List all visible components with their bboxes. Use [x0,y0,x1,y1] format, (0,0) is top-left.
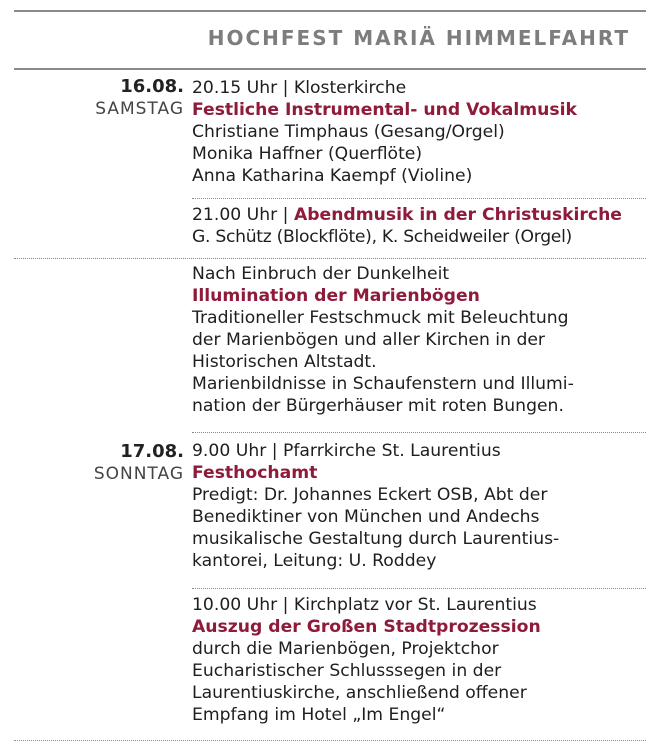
event-detail-line: musikalische Gestaltung durch Laurentius- [192,529,560,549]
bottom-separator [14,740,646,741]
entry-separator [192,432,646,433]
event-detail-line: Anna Katharina Kaempf (Violine) [192,166,473,186]
title-rule [14,68,646,70]
event-time-place: 20.15 Uhr | Klosterkirche [192,78,407,98]
event-detail-line: Marienbildnisse in Schaufenstern und Illumi- [192,374,574,394]
day-label-samstag [14,76,184,120]
event-detail-line: Laurentiuskirche, anschließend offener [192,683,527,703]
event-detail-line: Historischen Altstadt. [192,352,377,372]
event-detail-line: Predigt: Dr. Johannes Eckert OSB, Abt der [192,485,548,505]
event-detail-line: Monika Haffner (Querflöte) [192,144,423,164]
event-abendmusik [192,204,646,248]
event-time-place: Nach Einbruch der Dunkelheit [192,264,450,284]
event-festhochamt [192,440,646,572]
event-detail-line: G. Schütz (Blockflöte), K. Scheidweiler (Orgel) [192,227,572,247]
event-time-place: 21.00 Uhr | [192,205,289,225]
event-title: Illumination der Marienbögen [192,286,480,306]
event-time-place: 9.00 Uhr | Pfarrkirche St. Laurentius [192,441,501,461]
event-time-place: 10.00 Uhr | Kirchplatz vor St. Laurentius [192,595,537,615]
event-title: Festliche Instrumental- und Vokalmusik [192,100,577,120]
event-title: Abendmusik in der Christuskirche [293,205,622,225]
day-label-sonntag [14,441,184,485]
event-detail-line: durch die Marienbögen, Projektchor [192,639,499,659]
event-stadtprozession [192,594,646,726]
day-weekday: SONNTAG [93,464,184,484]
entry-separator [192,588,646,589]
event-klosterkirche [192,77,646,187]
event-detail-line: nation der Bürgerhäuser mit roten Bungen. [192,396,564,416]
entry-separator [192,198,646,199]
event-detail-line: der Marienbögen und aller Kirchen in der [192,330,545,350]
top-rule [14,10,646,12]
event-title: Festhochamt [192,463,318,483]
event-time-title-line [192,204,646,226]
page-title: HOCHFEST MARIÄ HIMMELFAHRT [207,26,630,50]
event-detail-line: Eucharistischer Schlusssegen in der [192,661,502,681]
day-date: 16.08. [120,76,184,97]
event-title: Auszug der Großen Stadtprozession [192,617,541,637]
day-weekday: SAMSTAG [95,99,184,119]
event-detail-line: Empfang im Hotel „Im Engel“ [192,705,446,725]
day-date: 17.08. [120,441,184,462]
event-detail-line: Christiane Timphaus (Gesang/Orgel) [192,122,505,142]
event-detail-line: Traditioneller Festschmuck mit Beleuchtung [192,308,569,328]
day-separator [14,258,646,259]
event-detail-line: Benediktiner von München und Andechs [192,507,540,527]
event-illumination [192,263,646,417]
event-detail-line: kantorei, Leitung: U. Roddey [192,551,437,571]
